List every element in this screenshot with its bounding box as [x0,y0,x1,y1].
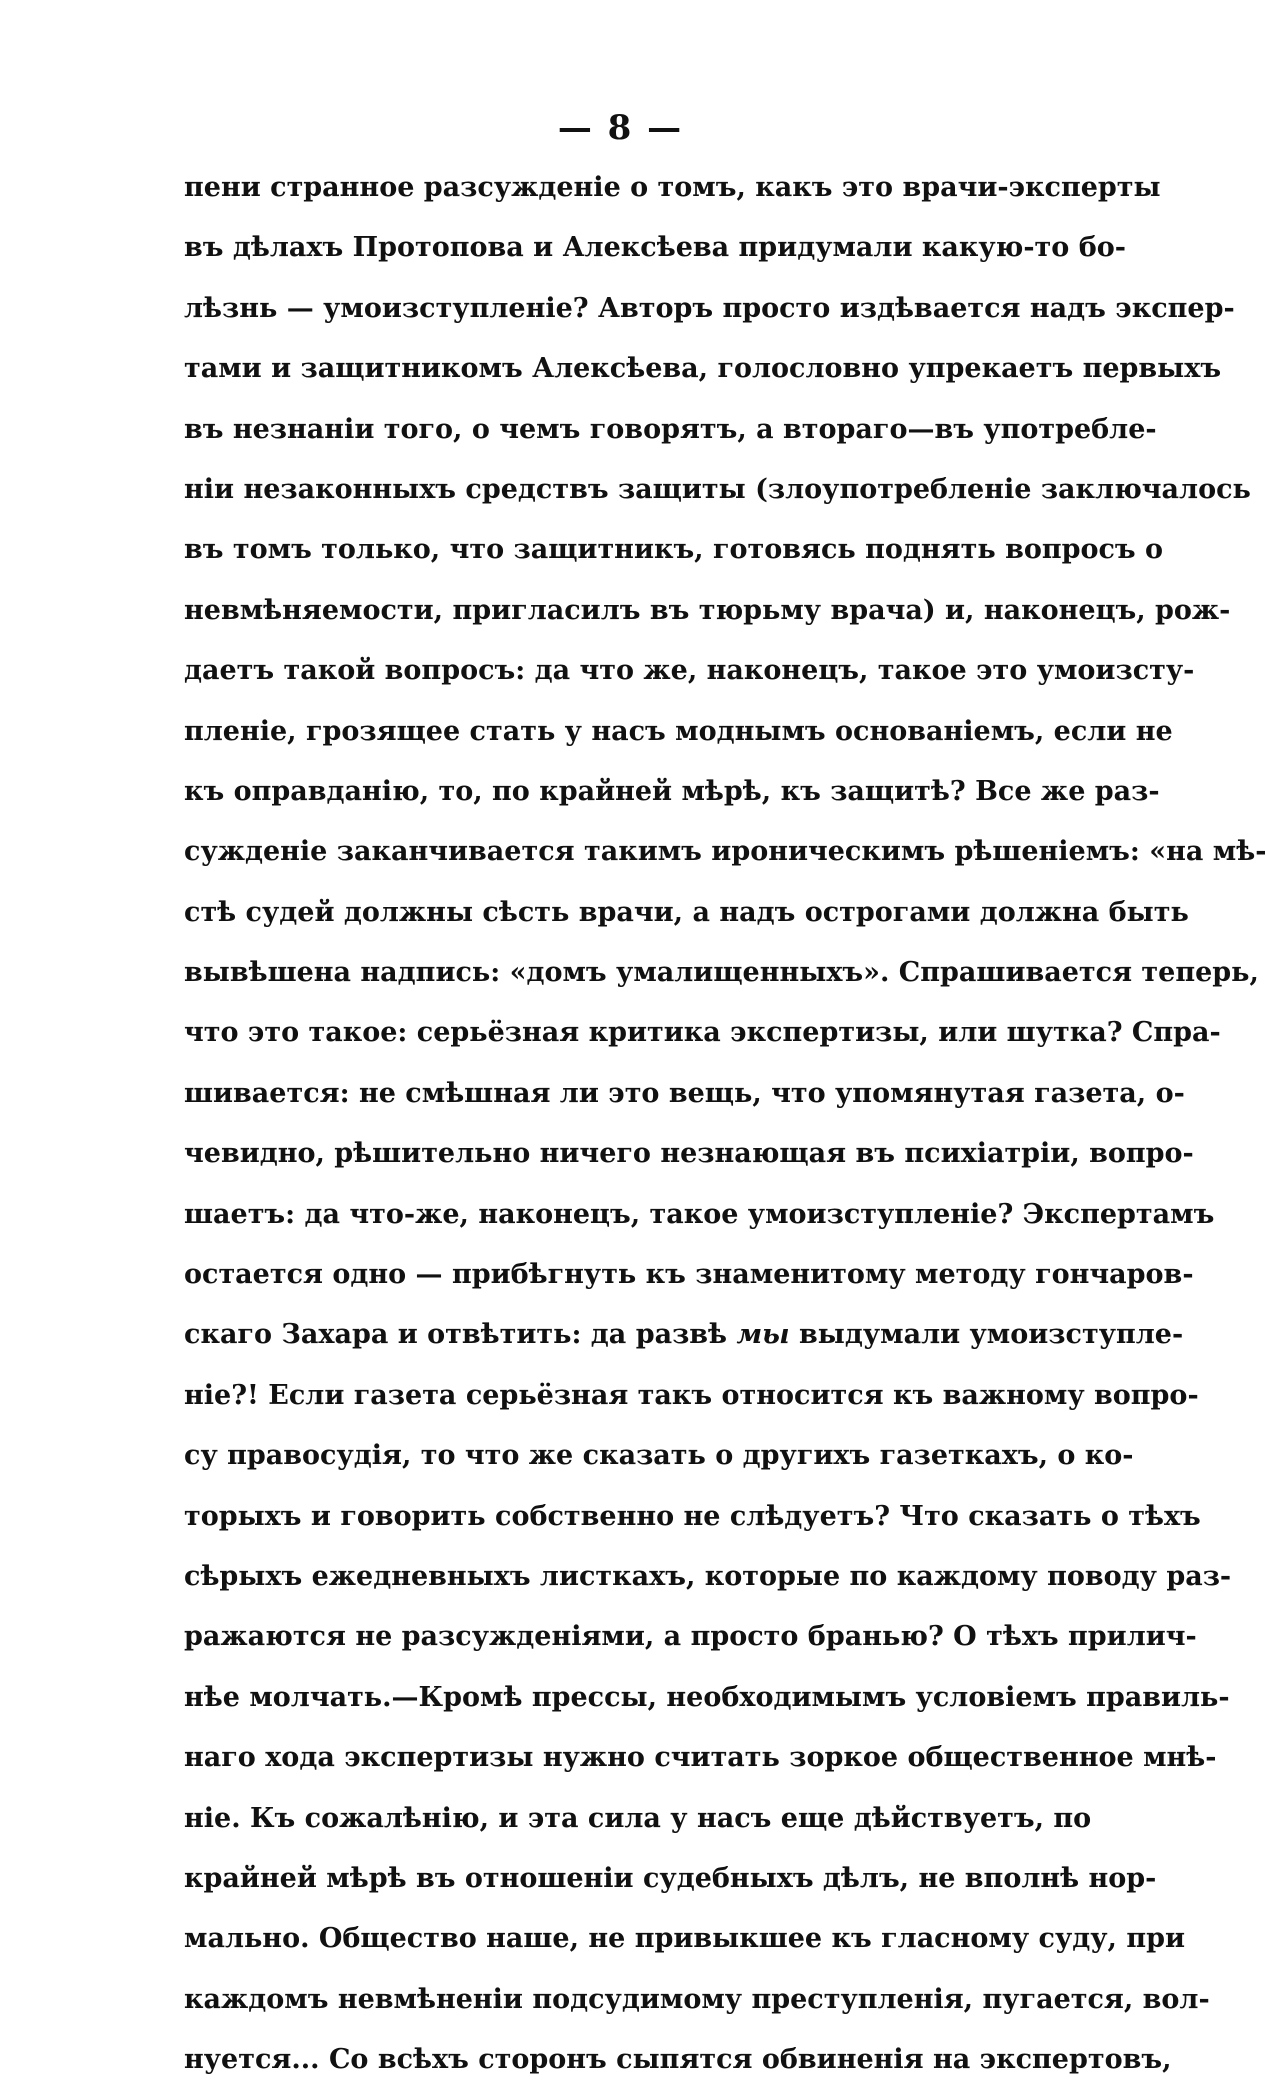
text-line: нуется... Со всѣхъ сторонъ сыпятся обвиненія на экспертовъ, [184,2044,1172,2076]
text-line: ніи незаконныхъ средствъ защиты (злоупотребленіе заключалось [184,473,1251,505]
emphasis: мы [736,1319,790,1351]
text-line: крайней мѣрѣ въ отношеніи судебныхъ дѣлъ, не вполнѣ нор- [184,1862,1157,1894]
text-line: даетъ такой вопросъ: да что же, наконецъ, такое это умоизсту- [184,655,1195,687]
text-line: сѣрыхъ ежедневныхъ листкахъ, которые по каждому поводу раз- [184,1560,1232,1592]
text-line: пени странное разсужденіе о томъ, какъ это врачи-эксперты [184,172,1161,203]
text-line: что это такое: серьёзная критика экспертизы, или шутка? Спра- [184,1017,1221,1049]
text-line: въ незнаніи того, о чемъ говорятъ, а втораго—въ употребле- [184,413,1157,445]
text-line: невмѣняемости, пригласилъ въ тюрьму врача) и, наконецъ, рож- [184,594,1231,626]
text-line: лѣзнь — умоизступленіе? Авторъ просто издѣвается надъ экспер- [184,292,1235,324]
text-line: въ дѣлахъ Протопова и Алексѣева придумали какую-то бо- [184,232,1126,264]
page-number: — 8 — [557,108,684,148]
text-line: остается одно — прибѣгнуть къ знаменитому методу гончаров- [184,1259,1194,1291]
text-line: чевидно, рѣшительно ничего незнающая въ психіатріи, вопро- [184,1138,1194,1170]
text-line: стѣ судей должны сѣсть врачи, а надъ острогами должна быть [184,896,1189,928]
text-line: мально. Общество наше, не привыкшее къ гласному суду, при [184,1923,1186,1955]
text-line: вывѣшена надпись: «домъ умалищенныхъ». Спрашивается теперь, [184,957,1259,989]
text-line: шаетъ: да что-же, наконецъ, такое умоизступленіе? Экспертамъ [184,1198,1215,1230]
body-text [184,158,1266,2091]
text-line: су правосудія, то что же сказать о другихъ газеткахъ, о ко- [184,1440,1134,1472]
text-line: наго хода экспертизы нужно считать зоркое общественное мнѣ- [184,1742,1217,1774]
text-line: скаго Захара и отвѣтить: да развѣ мы выдумали умоизступле- [184,1319,1184,1351]
text-line: къ оправданію, то, по крайней мѣрѣ, къ защитѣ? Все же раз- [184,775,1160,807]
text-line: сужденіе заканчивается такимъ ироническимъ рѣшеніемъ: «на мѣ- [184,836,1266,868]
text-line: тами и защитникомъ Алексѣева, голословно упрекаетъ первыхъ [184,353,1222,385]
text-line: шивается: не смѣшная ли это вещь, что упомянутая газета, о- [184,1077,1185,1109]
text-line: ражаются не разсужденіями, а просто бранью? О тѣхъ прилич- [184,1621,1197,1653]
text-line: торыхъ и говорить собственно не слѣдуетъ? Что сказать о тѣхъ [184,1500,1201,1532]
text-line: пленіе, грозящее стать у насъ моднымъ основаніемъ, если не [184,715,1173,747]
text-line: въ томъ только, что защитникъ, готовясь поднять вопросъ о [184,534,1164,566]
text-line: ніе. Къ сожалѣнію, и эта сила у насъ еще дѣйствуетъ, по [184,1802,1092,1834]
text-line: ніе?! Если газета серьёзная такъ относится къ важному вопро- [184,1379,1199,1411]
text-line: каждомъ невмѣненіи подсудимому преступленія, пугается, вол- [184,1983,1210,2015]
text-line: нѣе молчать.—Кромѣ прессы, необходимымъ условіемъ правиль- [184,1681,1230,1713]
